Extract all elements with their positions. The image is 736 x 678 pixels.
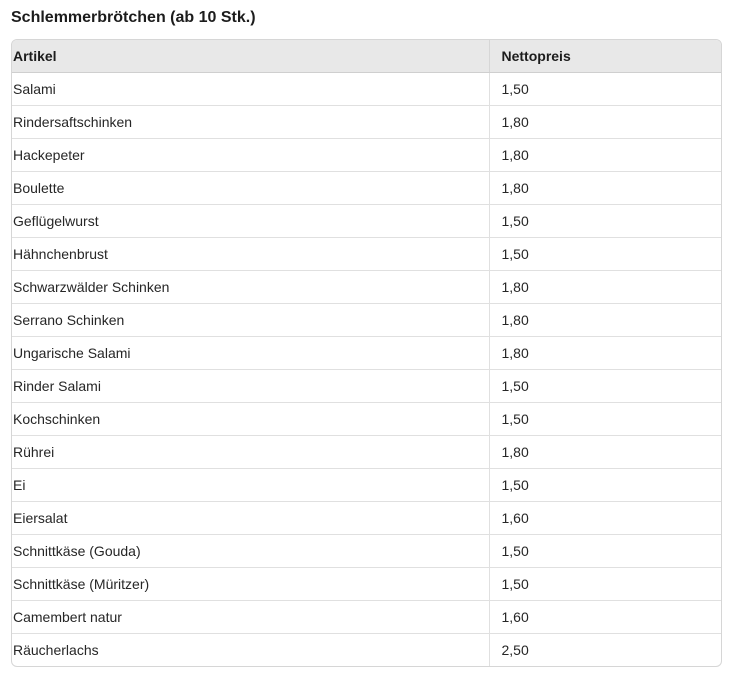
cell-artikel: Eiersalat bbox=[12, 502, 489, 535]
cell-nettopreis: 1,80 bbox=[489, 271, 721, 304]
cell-nettopreis: 1,80 bbox=[489, 436, 721, 469]
table-row bbox=[12, 502, 721, 535]
table-row bbox=[12, 403, 721, 436]
table-row bbox=[12, 601, 721, 634]
cell-artikel: Hähnchenbrust bbox=[12, 238, 489, 271]
column-header-artikel: Artikel bbox=[12, 40, 489, 73]
cell-nettopreis: 1,50 bbox=[489, 370, 721, 403]
cell-nettopreis: 1,80 bbox=[489, 172, 721, 205]
cell-artikel: Räucherlachs bbox=[12, 634, 489, 667]
table-row bbox=[12, 568, 721, 601]
table-row bbox=[12, 172, 721, 205]
cell-nettopreis: 1,80 bbox=[489, 337, 721, 370]
table-row bbox=[12, 634, 721, 667]
cell-artikel: Schnittkäse (Gouda) bbox=[12, 535, 489, 568]
table-row bbox=[12, 238, 721, 271]
table-header bbox=[12, 40, 721, 73]
table-row bbox=[12, 469, 721, 502]
table-row bbox=[12, 370, 721, 403]
cell-nettopreis: 1,60 bbox=[489, 601, 721, 634]
page-title: Schlemmerbrötchen (ab 10 Stk.) bbox=[11, 9, 256, 26]
cell-nettopreis: 1,80 bbox=[489, 304, 721, 337]
cell-artikel: Ungarische Salami bbox=[12, 337, 489, 370]
cell-artikel: Hackepeter bbox=[12, 139, 489, 172]
cell-nettopreis: 1,80 bbox=[489, 139, 721, 172]
cell-artikel: Schwarzwälder Schinken bbox=[12, 271, 489, 304]
cell-artikel: Rührei bbox=[12, 436, 489, 469]
price-table-container bbox=[11, 39, 722, 667]
header-row bbox=[12, 40, 721, 73]
table-body bbox=[12, 73, 721, 667]
table-row bbox=[12, 73, 721, 106]
cell-artikel: Schnittkäse (Müritzer) bbox=[12, 568, 489, 601]
cell-artikel: Camembert natur bbox=[12, 601, 489, 634]
cell-nettopreis: 1,60 bbox=[489, 502, 721, 535]
cell-nettopreis: 1,50 bbox=[489, 568, 721, 601]
table-row bbox=[12, 205, 721, 238]
cell-nettopreis: 1,50 bbox=[489, 403, 721, 436]
cell-nettopreis: 2,50 bbox=[489, 634, 721, 667]
cell-artikel: Rindersaftschinken bbox=[12, 106, 489, 139]
price-table bbox=[12, 40, 721, 666]
cell-artikel: Kochschinken bbox=[12, 403, 489, 436]
table-row bbox=[12, 139, 721, 172]
cell-nettopreis: 1,50 bbox=[489, 469, 721, 502]
column-header-nettopreis: Nettopreis bbox=[489, 40, 721, 73]
table-row bbox=[12, 535, 721, 568]
cell-nettopreis: 1,50 bbox=[489, 73, 721, 106]
cell-nettopreis: 1,50 bbox=[489, 205, 721, 238]
cell-artikel: Ei bbox=[12, 469, 489, 502]
cell-artikel: Serrano Schinken bbox=[12, 304, 489, 337]
cell-artikel: Rinder Salami bbox=[12, 370, 489, 403]
table-row bbox=[12, 106, 721, 139]
cell-artikel: Boulette bbox=[12, 172, 489, 205]
cell-nettopreis: 1,50 bbox=[489, 535, 721, 568]
table-row bbox=[12, 436, 721, 469]
table-row bbox=[12, 304, 721, 337]
table-row bbox=[12, 337, 721, 370]
table-row bbox=[12, 271, 721, 304]
cell-nettopreis: 1,50 bbox=[489, 238, 721, 271]
cell-nettopreis: 1,80 bbox=[489, 106, 721, 139]
cell-artikel: Geflügelwurst bbox=[12, 205, 489, 238]
cell-artikel: Salami bbox=[13, 81, 56, 97]
